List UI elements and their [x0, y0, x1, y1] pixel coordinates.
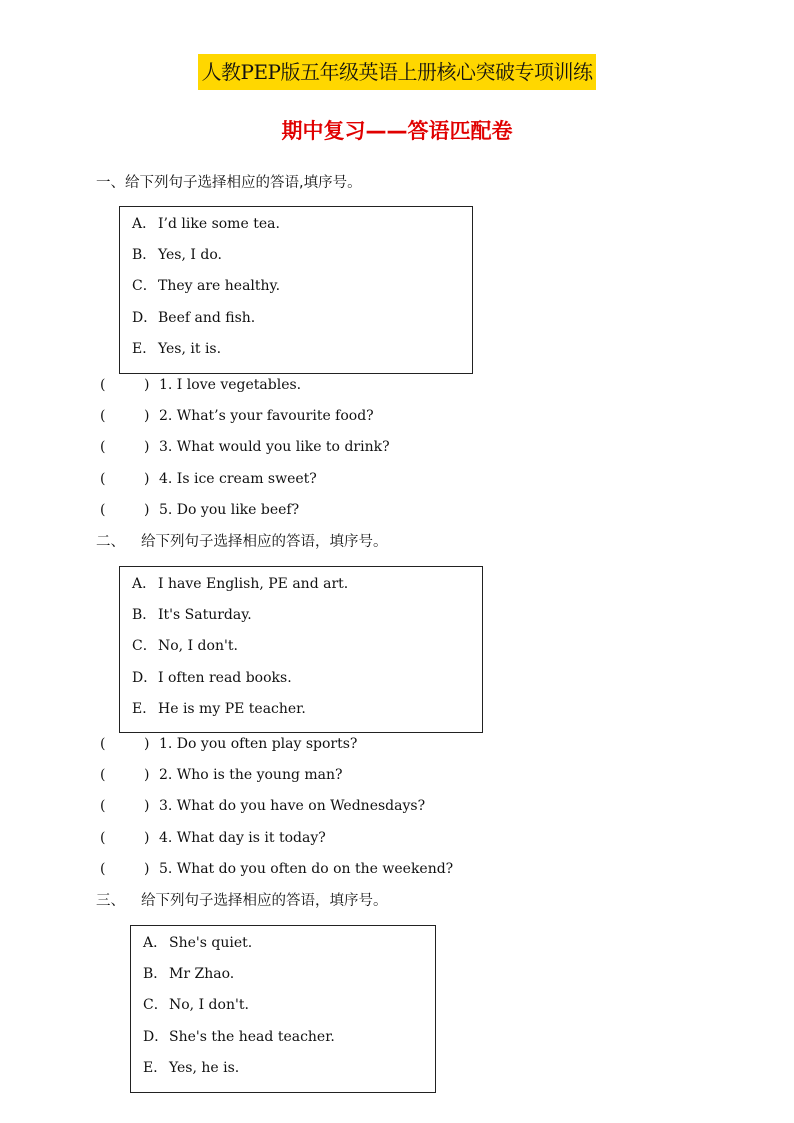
option-letter: E． [132, 700, 157, 717]
section-number: 一、 [96, 175, 125, 191]
answer-blank-open[interactable]: ( [100, 501, 106, 518]
option-text: I’d like some tea. [158, 216, 280, 232]
option-c [120, 275, 472, 306]
answer-blank-close: ) [144, 767, 150, 784]
question-text: 3. What do you have on Wednesdays? [159, 798, 426, 815]
option-text: No, I don't. [158, 638, 238, 655]
option-e [131, 1057, 435, 1088]
section-2-heading [96, 532, 388, 552]
section-1-heading [96, 173, 362, 193]
option-text: She's the head teacher. [169, 1028, 335, 1045]
option-b [120, 604, 482, 635]
option-text: They are healthy. [158, 278, 281, 295]
option-letter: C． [132, 638, 157, 655]
answer-blank-open[interactable]: ( [100, 408, 106, 425]
question-text: 1. I love vegetables. [159, 377, 302, 393]
option-a [120, 573, 482, 604]
answer-blank-open[interactable]: ( [100, 439, 106, 456]
section-2-options-box [119, 566, 483, 733]
option-a [131, 932, 435, 963]
option-d [131, 1026, 435, 1057]
option-letter: E． [132, 340, 157, 357]
option-d [120, 667, 482, 698]
option-letter: B． [132, 247, 157, 264]
option-letter: A． [143, 935, 168, 951]
answer-blank-open[interactable]: ( [100, 860, 106, 877]
option-letter: C． [143, 997, 168, 1014]
answer-blank-open[interactable]: ( [100, 767, 106, 784]
section-instruction: 给下列句子选择相应的答语，填序号。 [141, 534, 388, 550]
answer-blank-close: ) [144, 470, 150, 487]
answer-blank-close: ) [144, 377, 150, 393]
option-text: Yes, he is. [169, 1059, 240, 1076]
option-letter: D． [132, 669, 158, 686]
question-text: 4. What day is it today? [159, 829, 326, 846]
option-b [120, 244, 472, 275]
option-text: Mr Zhao. [169, 966, 235, 983]
option-text: I have English, PE and art. [158, 576, 349, 592]
section-instruction: 给下列句子选择相应的答语，填序号。 [141, 893, 388, 909]
option-letter: D． [143, 1028, 169, 1045]
section-3-options-box [130, 925, 436, 1093]
question-text: 5. What do you often do on the weekend? [159, 860, 454, 877]
option-letter: C． [132, 278, 157, 295]
option-a [120, 213, 472, 244]
option-text: Beef and fish. [158, 309, 256, 326]
section-number: 三、 [96, 893, 125, 909]
question-text: 1. Do you often play sports? [159, 736, 358, 752]
question-text: 3. What would you like to drink? [159, 439, 390, 456]
answer-blank-open[interactable]: ( [100, 736, 106, 752]
option-text: It's Saturday. [158, 607, 252, 624]
option-text: No, I don't. [169, 997, 249, 1014]
option-text: Yes, I do. [158, 247, 222, 264]
answer-blank-close: ) [144, 829, 150, 846]
answer-blank-open[interactable]: ( [100, 470, 106, 487]
option-letter: A． [132, 216, 157, 232]
option-letter: E． [143, 1059, 168, 1076]
option-text: She's quiet. [169, 935, 253, 951]
option-text: He is my PE teacher. [158, 700, 306, 717]
question-text: 2. What’s your favourite food? [159, 408, 374, 425]
option-letter: B． [132, 607, 157, 624]
option-text: Yes, it is. [158, 340, 222, 357]
answer-blank-close: ) [144, 798, 150, 815]
option-letter: D． [132, 309, 158, 326]
answer-blank-open[interactable]: ( [100, 829, 106, 846]
option-e [120, 338, 472, 369]
worksheet-title-text: 人教PEP版五年级英语上册核心突破专项训练 [198, 54, 595, 90]
question-text: 5. Do you like beef? [159, 501, 300, 518]
worksheet-title [0, 54, 794, 90]
section-1-options-box [119, 206, 473, 374]
question-text: 2. Who is the young man? [159, 767, 343, 784]
option-e [120, 698, 482, 729]
answer-blank-close: ) [144, 408, 150, 425]
option-c [120, 635, 482, 666]
option-letter: A． [132, 576, 157, 592]
answer-blank-open[interactable]: ( [100, 377, 106, 393]
worksheet-subtitle: 期中复习——答语匹配卷 [281, 119, 513, 143]
answer-blank-close: ) [144, 501, 150, 518]
section-3-heading [96, 891, 388, 911]
section-instruction: 给下列句子选择相应的答语,填序号。 [125, 175, 362, 191]
section-number: 二、 [96, 534, 125, 550]
option-d [120, 307, 472, 338]
answer-blank-open[interactable]: ( [100, 798, 106, 815]
option-c [131, 994, 435, 1025]
option-letter: B． [143, 966, 168, 983]
option-text: I often read books. [158, 669, 292, 686]
option-b [131, 963, 435, 994]
question-text: 4. Is ice cream sweet? [159, 470, 317, 487]
answer-blank-close: ) [144, 860, 150, 877]
answer-blank-close: ) [144, 439, 150, 456]
answer-blank-close: ) [144, 736, 150, 752]
